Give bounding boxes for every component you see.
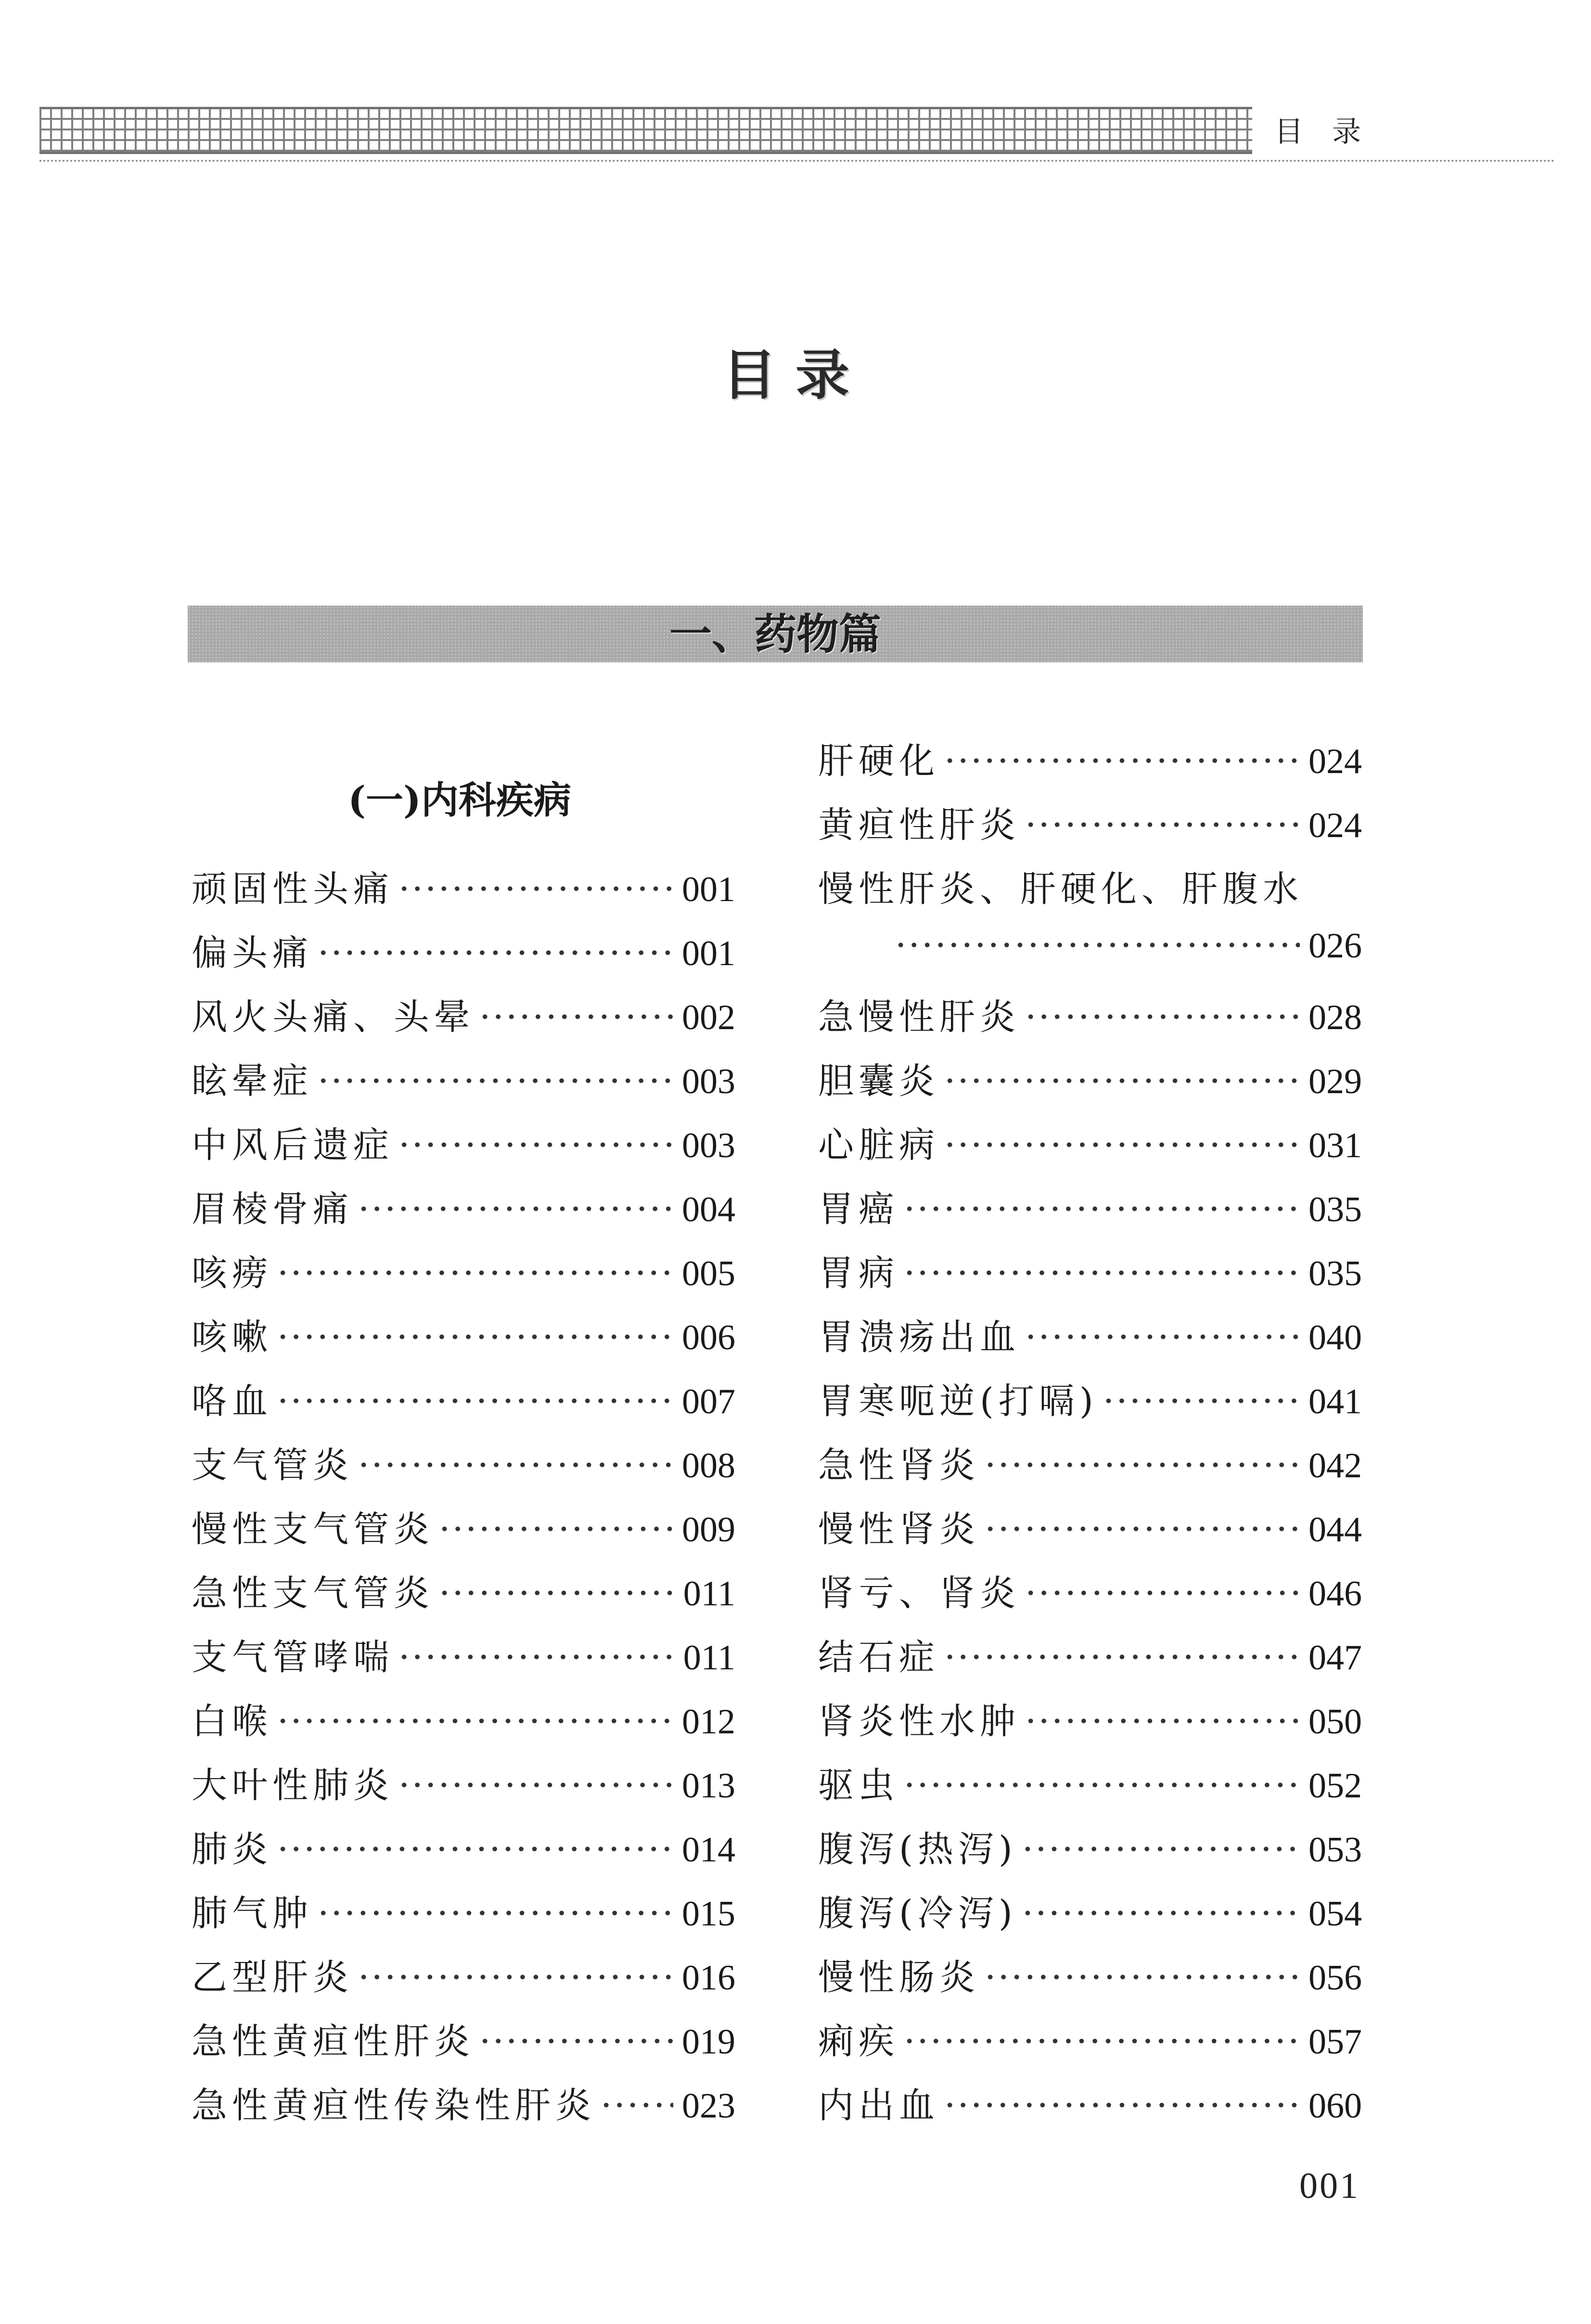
leader-dots (1022, 1893, 1300, 1934)
leader-dots (277, 1381, 673, 1422)
leader-dots (944, 2085, 1300, 2126)
toc-entry-page: 057 (1309, 2022, 1362, 2062)
toc-entry-page: 040 (1309, 1318, 1362, 1357)
toc-entry-title: 肺炎 (192, 1829, 272, 1870)
toc-entry-page: 053 (1309, 1830, 1362, 1870)
page-number: 001 (1299, 2166, 1360, 2206)
toc-entry-title: 胃溃疡出血 (818, 1317, 1020, 1358)
toc-entry-page: 050 (1309, 1702, 1362, 1742)
toc-entry[interactable] (192, 1181, 735, 1245)
leader-dots (1025, 1317, 1300, 1358)
toc-entry[interactable] (192, 1949, 735, 2013)
toc-entry-page: 011 (683, 1574, 735, 1614)
toc-entry-page: 026 (1309, 926, 1362, 966)
toc-left-column (192, 861, 735, 2141)
toc-entry-title: 急性黄疸性肝炎 (192, 2021, 475, 2062)
toc-entry-title: 中风后遗症 (192, 1124, 394, 1166)
toc-entry[interactable] (192, 1053, 735, 1117)
leader-dots (944, 1637, 1300, 1678)
toc-entry-title: 急性肾炎 (818, 1445, 980, 1486)
toc-entry[interactable] (192, 1117, 735, 1181)
toc-entry-title: 胃癌 (818, 1188, 899, 1230)
toc-entry-page: 009 (682, 1510, 735, 1549)
leader-dots (318, 1060, 673, 1102)
leader-dots (277, 1252, 673, 1294)
toc-entry-title: 胆囊炎 (818, 1060, 939, 1102)
toc-entry-page: 019 (682, 2022, 735, 2062)
leader-dots (358, 1445, 673, 1486)
toc-entry[interactable] (192, 1437, 735, 1501)
toc-entry-title: 急性黄疸性传染性肝炎 (192, 2085, 596, 2126)
toc-entry-page: 004 (682, 1190, 735, 1229)
toc-entry-continuation[interactable] (818, 925, 1362, 989)
toc-entry-page: 060 (1309, 2086, 1362, 2126)
toc-entry-page: 054 (1309, 1894, 1362, 1934)
toc-entry[interactable] (818, 1117, 1362, 1181)
toc-entry-page: 011 (683, 1638, 735, 1678)
toc-entry-title: 内出血 (818, 2085, 939, 2126)
toc-entry-page: 008 (682, 1446, 735, 1485)
toc-entry-title: 乙型肝炎 (192, 1957, 353, 1998)
toc-entry[interactable] (818, 2013, 1362, 2077)
toc-entry-title: 腹泻(热泻) (818, 1829, 1017, 1870)
toc-entry-title: 心脏病 (818, 1124, 939, 1166)
toc-entry-page: 028 (1309, 998, 1362, 1037)
toc-entry[interactable] (818, 1629, 1362, 1693)
toc-entry[interactable] (192, 2077, 735, 2141)
toc-entry[interactable] (818, 1181, 1362, 1245)
toc-entry[interactable] (818, 1949, 1362, 2013)
toc-entry[interactable] (818, 861, 1362, 925)
leader-dots (985, 1509, 1300, 1550)
toc-entry[interactable] (192, 1309, 735, 1373)
page-title: 目录 (722, 344, 869, 407)
leader-dots (358, 1957, 673, 1998)
toc-entry-page: 024 (1309, 806, 1362, 845)
leader-dots (985, 1445, 1300, 1486)
running-header-title: 目录 (1274, 115, 1390, 149)
toc-entry-page: 023 (682, 2086, 735, 2126)
toc-entry-title: 结石症 (818, 1637, 939, 1678)
leader-dots (479, 996, 673, 1038)
toc-entry-page: 016 (682, 1958, 735, 1998)
toc-entry-page: 035 (1309, 1190, 1362, 1229)
toc-entry-page: 044 (1309, 1510, 1362, 1549)
toc-entry[interactable] (192, 1373, 735, 1437)
toc-entry[interactable] (818, 1757, 1362, 1821)
toc-entry-title: 腹泻(冷泻) (818, 1893, 1017, 1934)
leader-dots (904, 2021, 1300, 2062)
toc-entry-page: 052 (1309, 1766, 1362, 1806)
toc-entry-page: 047 (1309, 1638, 1362, 1678)
leader-dots (277, 1317, 673, 1358)
toc-entry[interactable] (818, 2077, 1362, 2141)
toc-entry-page: 003 (682, 1062, 735, 1101)
toc-entry-title: 白喉 (192, 1701, 272, 1742)
leader-dots (277, 1701, 673, 1742)
toc-entry-page: 001 (682, 870, 735, 909)
leader-dots (1025, 996, 1300, 1038)
toc-entry[interactable] (818, 1373, 1362, 1437)
toc-entry-title: 痢疾 (818, 2021, 899, 2062)
toc-entry[interactable] (192, 1245, 735, 1309)
toc-entry-title: 偏头痛 (192, 932, 313, 974)
toc-entry[interactable] (192, 1821, 735, 1885)
toc-entry-title: 胃寒呃逆(打嗝) (818, 1381, 1098, 1422)
leader-dots (1025, 804, 1300, 846)
toc-entry[interactable] (192, 2013, 735, 2077)
toc-entry-title: 顽固性头痛 (192, 868, 394, 910)
toc-entry[interactable] (818, 1885, 1362, 1949)
subsection-heading: (一)内科疾病 (348, 778, 571, 822)
leader-dots (398, 1637, 675, 1678)
toc-entry-title: 咳痨 (192, 1252, 272, 1294)
leader-dots (398, 868, 673, 910)
toc-entry-title: 急性支气管炎 (192, 1573, 434, 1614)
toc-entry-title: 驱虫 (818, 1765, 899, 1806)
toc-entry-title: 慢性肝炎、肝硬化、肝腹水 (818, 868, 1303, 910)
toc-entry-title: 咳嗽 (192, 1317, 272, 1358)
toc-entry-page: 013 (682, 1766, 735, 1806)
leader-dots (439, 1573, 675, 1614)
toc-entry-title: 眉棱骨痛 (192, 1188, 353, 1230)
leader-dots (439, 1509, 673, 1550)
toc-entry-page: 007 (682, 1382, 735, 1421)
toc-entry-title: 急慢性肝炎 (818, 996, 1020, 1038)
header-decorative-border (39, 107, 1252, 154)
toc-entry-page: 015 (682, 1894, 735, 1934)
toc-entry[interactable] (818, 1437, 1362, 1501)
toc-entry-page: 035 (1309, 1254, 1362, 1293)
leader-dots (1025, 1701, 1300, 1742)
leader-dots (985, 1957, 1300, 1998)
leader-dots (944, 740, 1300, 782)
leader-dots (277, 1829, 673, 1870)
leader-dots (398, 1124, 673, 1166)
toc-right-column (818, 733, 1362, 2141)
toc-entry-title: 肾亏、肾炎 (818, 1573, 1020, 1614)
header-dotted-rule (39, 160, 1555, 162)
toc-entry[interactable] (818, 733, 1362, 797)
leader-dots (318, 932, 673, 974)
toc-entry-page: 056 (1309, 1958, 1362, 1998)
leader-dots (904, 1252, 1300, 1294)
toc-entry-title: 肺气肿 (192, 1893, 313, 1934)
toc-entry[interactable] (818, 1309, 1362, 1373)
toc-entry[interactable] (818, 1245, 1362, 1309)
toc-entry-title: 大叶性肺炎 (192, 1765, 394, 1806)
toc-entry-title: 肝硬化 (818, 740, 939, 782)
toc-entry-page: 003 (682, 1126, 735, 1165)
toc-entry[interactable] (192, 1693, 735, 1757)
leader-dots (1103, 1381, 1300, 1422)
toc-entry-page: 006 (682, 1318, 735, 1357)
toc-entry-page: 031 (1309, 1126, 1362, 1165)
toc-entry[interactable] (192, 1885, 735, 1949)
toc-entry-page: 012 (682, 1702, 735, 1742)
toc-entry[interactable] (192, 1501, 735, 1565)
leader-dots (944, 1060, 1300, 1102)
toc-entry[interactable] (818, 797, 1362, 861)
toc-entry[interactable] (192, 861, 735, 925)
toc-entry[interactable] (818, 1053, 1362, 1117)
leader-dots (944, 1124, 1300, 1166)
toc-entry[interactable] (192, 1565, 735, 1629)
toc-entry[interactable] (818, 1501, 1362, 1565)
toc-entry[interactable] (192, 925, 735, 989)
leader-dots (601, 2085, 673, 2126)
toc-entry-title: 胃病 (818, 1252, 899, 1294)
toc-entry-title: 支气管炎 (192, 1445, 353, 1486)
toc-entry[interactable] (818, 989, 1362, 1053)
leader-dots (904, 1765, 1300, 1806)
toc-entry-page: 046 (1309, 1574, 1362, 1614)
toc-entry[interactable] (192, 1629, 735, 1693)
toc-entry-page: 029 (1309, 1062, 1362, 1101)
toc-entry-title: 风火头痛、头晕 (192, 996, 475, 1038)
toc-entry-title: 肾炎性水肿 (818, 1701, 1020, 1742)
toc-entry-title: 黄疸性肝炎 (818, 804, 1020, 846)
toc-entry[interactable] (818, 1565, 1362, 1629)
leader-dots (1022, 1829, 1300, 1870)
leader-dots (895, 925, 1300, 966)
toc-entry[interactable] (818, 1693, 1362, 1757)
toc-entry-page: 024 (1309, 742, 1362, 781)
leader-dots (358, 1188, 673, 1230)
leader-dots (318, 1893, 673, 1934)
toc-entry-title: 眩晕症 (192, 1060, 313, 1102)
leader-dots (479, 2021, 673, 2062)
toc-entry-page: 005 (682, 1254, 735, 1293)
toc-entry-page: 041 (1309, 1382, 1362, 1421)
toc-entry[interactable] (192, 989, 735, 1053)
toc-entry-title: 支气管哮喘 (192, 1637, 394, 1678)
leader-dots (398, 1765, 673, 1806)
toc-entry-page: 042 (1309, 1446, 1362, 1485)
toc-entry-title: 慢性支气管炎 (192, 1509, 434, 1550)
toc-entry-page: 014 (682, 1830, 735, 1870)
toc-entry-page: 001 (682, 934, 735, 973)
toc-entry-title: 慢性肾炎 (818, 1509, 980, 1550)
toc-entry[interactable] (192, 1757, 735, 1821)
section-banner: 一、药物篇 (188, 606, 1363, 662)
leader-dots (1025, 1573, 1300, 1614)
leader-dots (904, 1188, 1300, 1230)
toc-entry-title: 慢性肠炎 (818, 1957, 980, 1998)
toc-entry-page: 002 (682, 998, 735, 1037)
toc-entry[interactable] (818, 1821, 1362, 1885)
toc-entry-title: 咯血 (192, 1381, 272, 1422)
